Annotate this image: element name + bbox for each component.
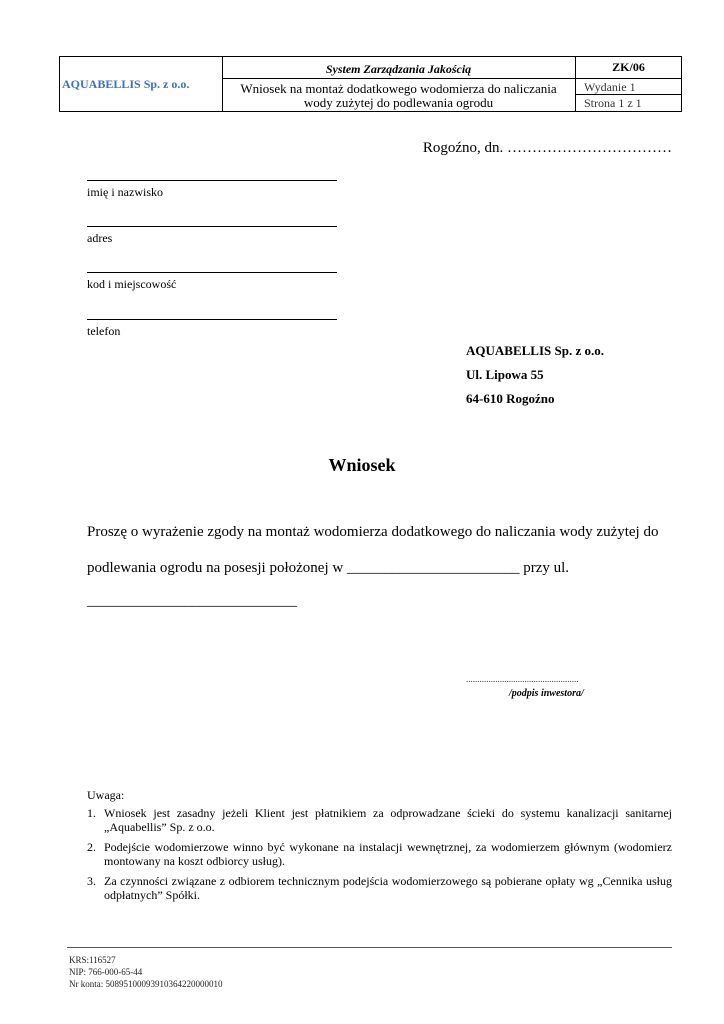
- notes-list: [87, 806, 672, 908]
- applicant-name-field[interactable]: [87, 180, 337, 200]
- signature-label: /podpis inwestora/: [509, 688, 584, 699]
- request-text-line1: Proszę o wyrażenie zgody na montaż wodomierza dodatkowego do naliczania wody zużytej do: [87, 524, 659, 540]
- request-street-blank: ____________________________: [87, 593, 297, 609]
- field-label: telefon: [87, 324, 121, 338]
- note-item: [87, 840, 672, 868]
- recipient-city: 64-610 Rogoźno: [466, 391, 555, 406]
- note-item: [87, 874, 672, 902]
- header-document-title: [222, 79, 576, 111]
- header-company-cell: [60, 57, 223, 111]
- header-page-number: Strona 1 z 1: [584, 96, 642, 110]
- recipient-name: AQUABELLIS Sp. z o.o.: [466, 343, 604, 358]
- footer-krs: KRS:116527: [69, 955, 116, 965]
- blank-line: [87, 226, 337, 227]
- footer-nip: NIP: 766-000-65-44: [69, 967, 143, 977]
- header-company-name: AQUABELLIS Sp. z o.o.: [62, 76, 190, 91]
- applicant-postcode-city-field[interactable]: [87, 272, 337, 292]
- applicant-phone-field[interactable]: [87, 319, 337, 339]
- blank-line: [87, 180, 337, 181]
- note-item: [87, 806, 672, 834]
- header-document-title-line2: wody zużytej do podlewania ogrodu: [303, 95, 494, 110]
- note-number: 1.: [87, 806, 96, 820]
- note-number: 3.: [87, 874, 96, 888]
- footer-divider: [67, 947, 672, 948]
- place-date-line: Rogoźno, dn. ……………………………: [422, 140, 672, 156]
- applicant-address-field[interactable]: [87, 226, 337, 246]
- note-text: Za czynności związane z odbiorem technicznym podejścia wodomierzowego są pobierane opłaty wg „Cennika usług odpłatnych” Spółki.: [104, 874, 672, 902]
- footer-company-info: [69, 954, 223, 990]
- field-label: kod i miejscowość: [87, 277, 177, 291]
- blank-line: [87, 272, 337, 273]
- footer-bank-account: Nr konta: 50895100093910364220000010: [69, 979, 223, 989]
- header-edition: Wydanie 1: [576, 79, 681, 95]
- note-number: 2.: [87, 840, 96, 854]
- note-text: Podejście wodomierzowe winno być wykonane na instalacji wewnętrznej, za wodomierzem głównym (wodomierz montowany na koszt odbiorcy usług).: [104, 840, 672, 868]
- header-system-name: System Zarządzania Jakością: [222, 57, 576, 79]
- recipient-address-block: [466, 339, 604, 411]
- recipient-street: Ul. Lipowa 55: [466, 367, 544, 382]
- request-text-line2: podlewania ogrodu na posesji położonej w _______________________ przy ul.: [87, 560, 570, 576]
- blank-line: [87, 319, 337, 320]
- notes-heading: Uwaga:: [87, 788, 125, 802]
- note-text: Wniosek jest zasadny jeżeli Klient jest płatnikiem za odprowadzane ścieki do systemu kanalizacji sanitarnej „Aquabellis” Sp. z o.o.: [104, 806, 672, 834]
- signature-line: ..................................................: [466, 674, 579, 684]
- header-document-title-line1: Wniosek na montaż dodatkowego wodomierza do naliczania: [240, 81, 557, 96]
- document-header-table: [59, 56, 682, 112]
- field-label: imię i nazwisko: [87, 185, 163, 199]
- header-document-code: ZK/06: [576, 57, 681, 79]
- field-label: adres: [87, 231, 113, 245]
- document-title: Wniosek: [328, 455, 396, 475]
